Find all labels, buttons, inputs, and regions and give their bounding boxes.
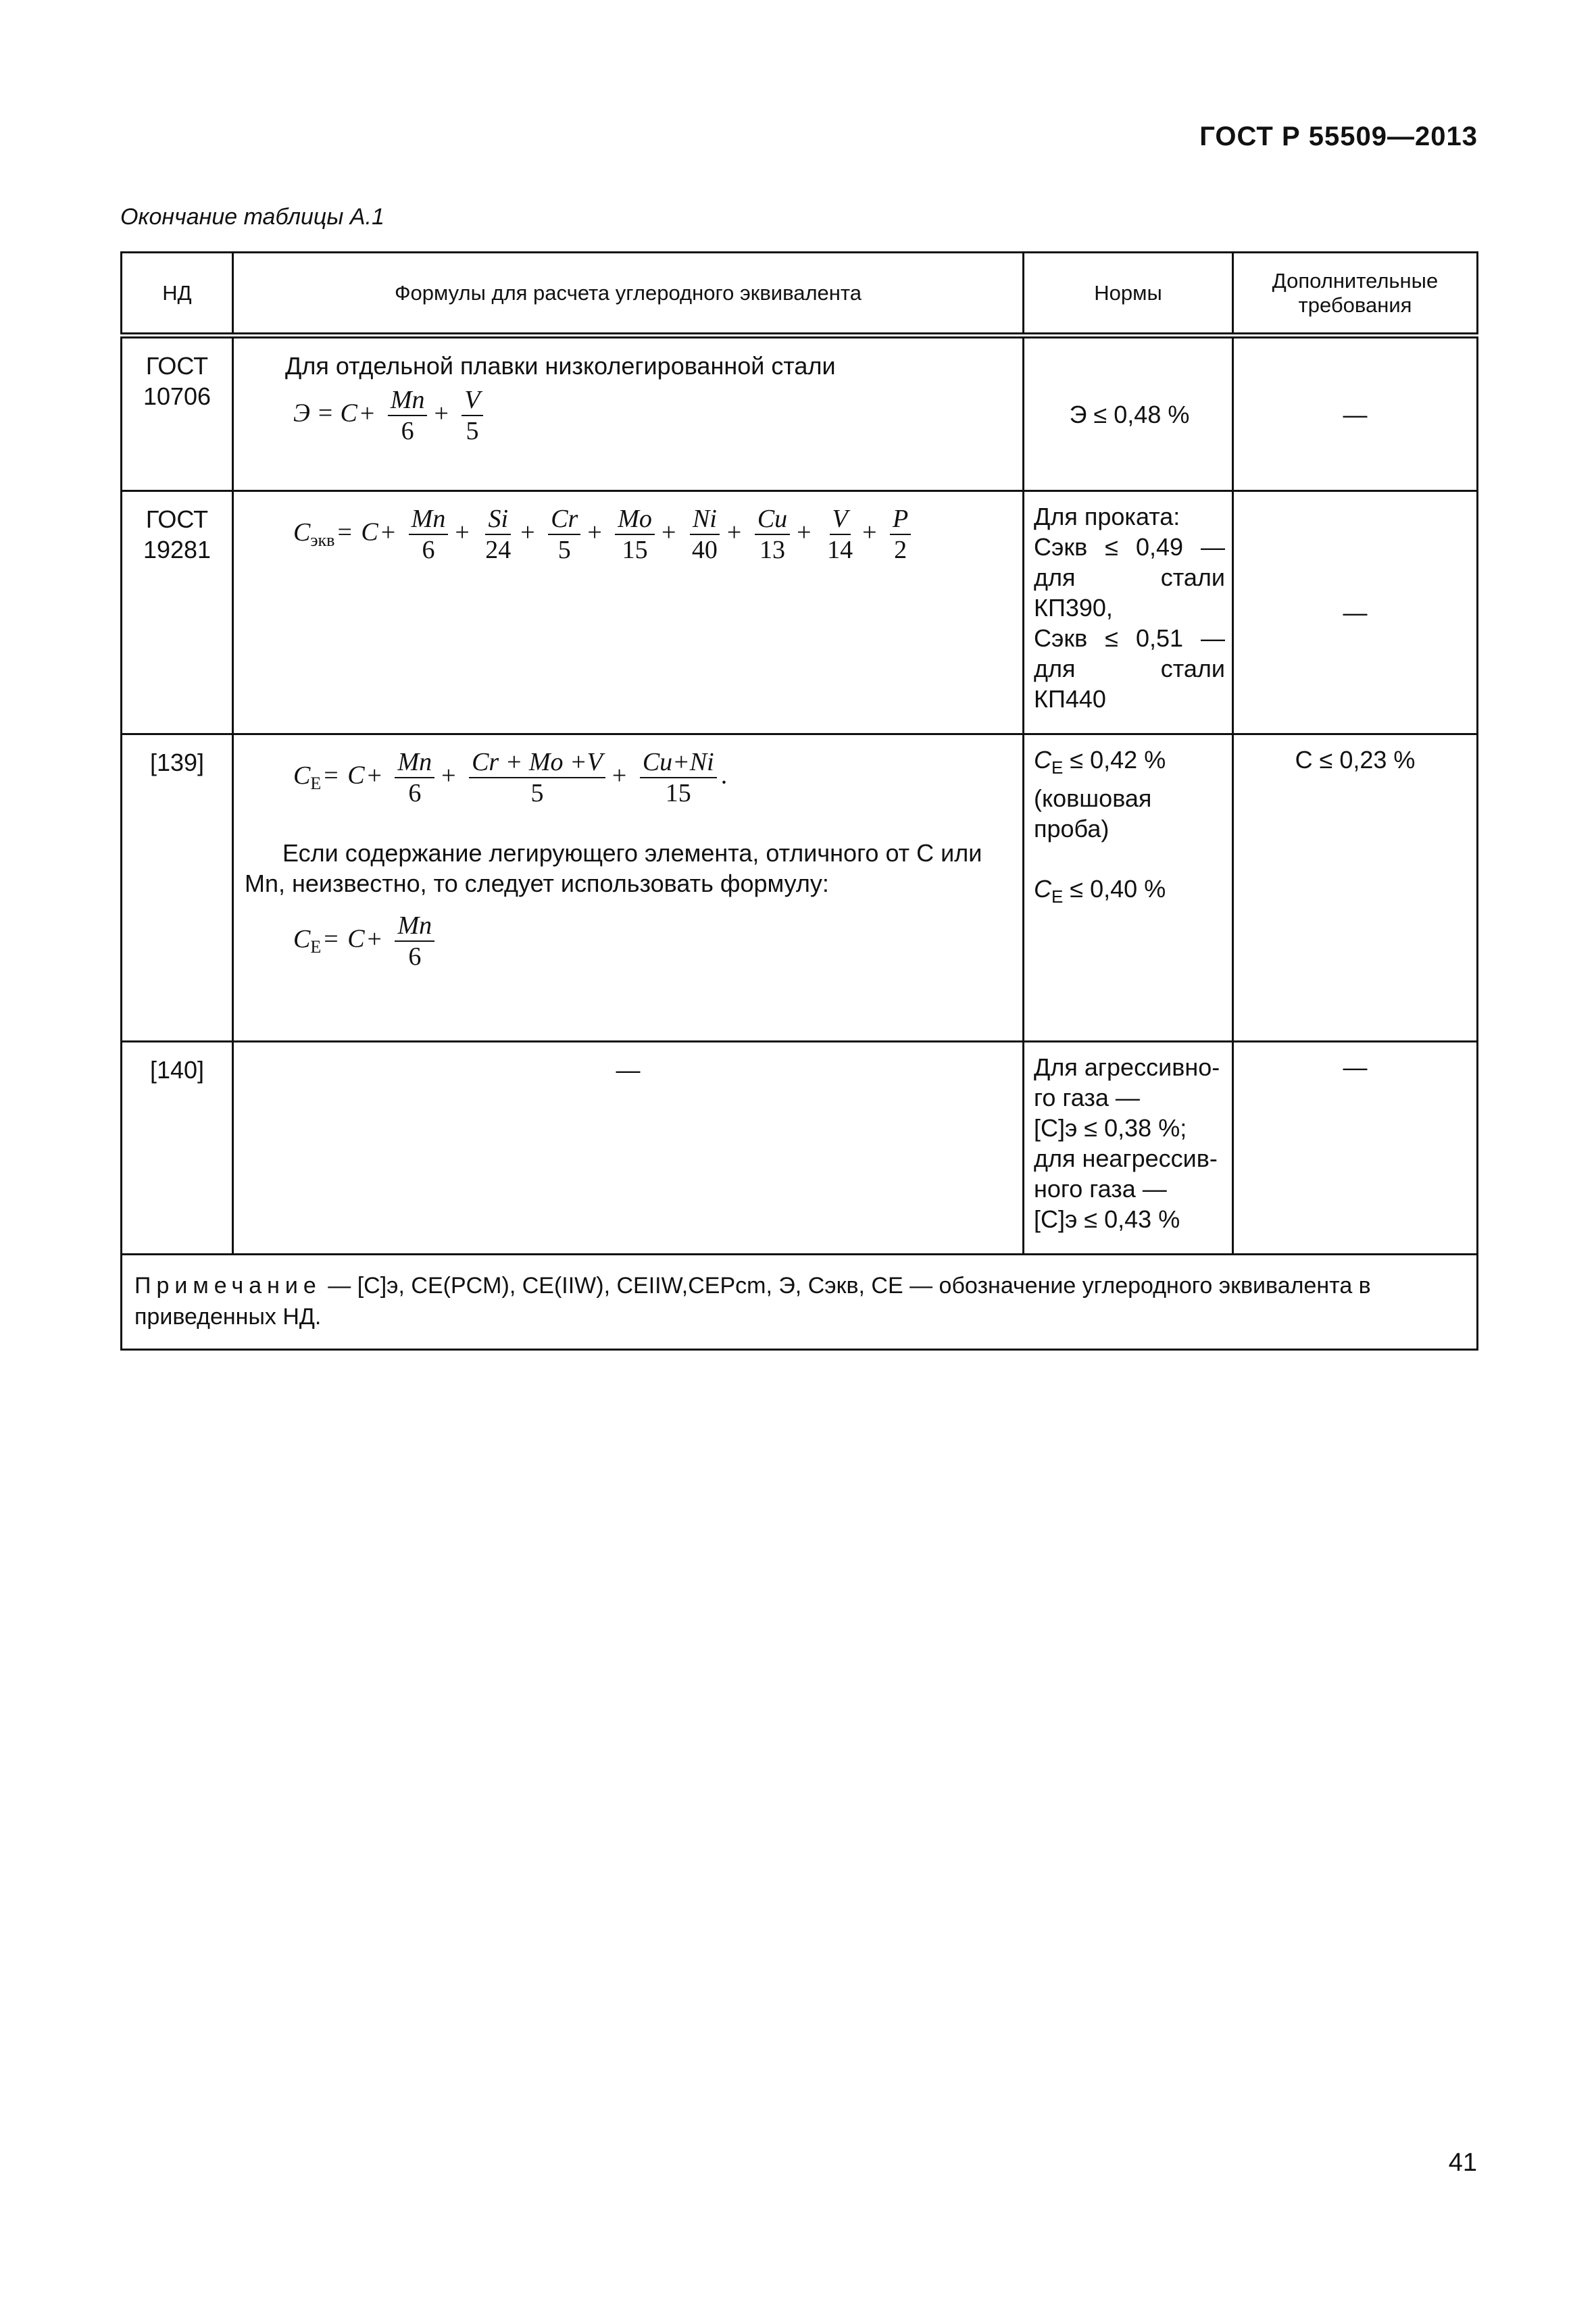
fraction: $\frac{Cu}{13}$: [755, 504, 790, 565]
note-text: — [C]э, CE(PCM), CE(IIW), CEIIW,CEPcm, Э, Cэкв, CE — обозначение углеродного эквивалента в приведенных НД.: [134, 1273, 1371, 1330]
fraction: $\frac{Si}{24}$: [485, 505, 512, 564]
nd-cell: ГОСТ 19281: [122, 491, 233, 734]
formula-explanation: Если содержание легирующего элемента, отличного от С или Mn, неизвестно, то следует использовать формулу:: [245, 839, 982, 897]
fraction: $\frac{P}{2}$: [890, 504, 911, 565]
table-row: [122, 1042, 1478, 1255]
fraction: $\frac{Ni}{40}$: [689, 504, 720, 565]
fraction: $\frac{Mn}{6}$: [395, 747, 434, 808]
nd-cell: [139]: [122, 734, 233, 1042]
column-header-formulas: Формулы для расчета углеродного эквивалента: [233, 253, 1024, 336]
fraction: $\frac{Mn}{6}$: [409, 504, 449, 565]
formula-lhs: $C_{экв}$: [293, 518, 335, 550]
formula-cell: [233, 491, 1024, 734]
nd-cell: [140]: [122, 1042, 233, 1255]
extra-cell: —: [1233, 336, 1478, 491]
extra-cell: —: [1233, 491, 1478, 734]
fraction: $\frac{V}{14}$: [827, 505, 853, 564]
formula-cell: [233, 336, 1024, 491]
formula-lhs: Э =: [293, 399, 334, 428]
norm-cell: Э ≤ 0,48 %: [1024, 336, 1233, 491]
table-header-row: [122, 253, 1478, 336]
formula: Э = C + $\frac{Mn}{6}$ + $\frac{V}{5}$: [285, 385, 1012, 446]
fraction: $\frac{Mn}{6}$: [388, 385, 428, 446]
formula-cell: [233, 734, 1024, 1042]
fraction: $\frac{Mo}{15}$: [615, 504, 655, 565]
table-row: [122, 491, 1478, 734]
fraction: $\frac{V}{5}$: [462, 385, 482, 446]
note-label: Примечание: [134, 1273, 322, 1299]
fraction: $\frac{Mn}{6}$: [395, 911, 434, 972]
formula-table: [120, 251, 1478, 1351]
formula: $C_{экв} = C$ + $\frac{Mn}{6}$ + $\frac{Si}{24}$ + $\frac{Cr}{5}$ + $\frac{Mo}{15}$ + $\frac{Ni}{40}$ + $\frac{Cu}{13}$ + $\frac{V}{14}$ + $\frac{P}{2}$: [293, 504, 1012, 565]
column-header-norms: Нормы: [1024, 253, 1233, 336]
formula: $C_E = C$ + $\frac{Mn}{6}$ + $\frac{Cr + Mo +V}{5}$ + $\frac{Cu+Ni}{15}$ .: [293, 748, 728, 807]
note-row: [122, 1255, 1478, 1350]
column-header-extra: Дополнительные требования: [1233, 253, 1478, 336]
nd-cell: ГОСТ 10706: [122, 336, 233, 491]
formula-term: C: [340, 399, 357, 428]
column-header-nd: НД: [122, 253, 233, 336]
norm-cell: $C_E \le 0,42$ % (ковшовая проба) $C_E \le 0,40$ %: [1024, 734, 1233, 1042]
table-row: [122, 336, 1478, 491]
formula: $C_E = C$ + $\frac{Mn}{6}$: [245, 911, 1012, 972]
table-caption: Окончание таблицы А.1: [120, 204, 384, 230]
extra-cell: —: [1233, 1042, 1478, 1255]
extra-cell: C ≤ 0,23 %: [1233, 734, 1478, 1042]
fraction: $\frac{Cu+Ni}{15}$: [640, 747, 717, 808]
table-note: [122, 1255, 1478, 1350]
fraction: $\frac{Cr + Mo +V}{5}$: [469, 747, 605, 808]
formula-cell: —: [233, 1042, 1024, 1255]
document-code: ГОСТ Р 55509—2013: [1199, 122, 1478, 151]
fraction: $\frac{Cr}{5}$: [548, 504, 580, 565]
table-row: [122, 734, 1478, 1042]
formula-intro: Для отдельной плавки низколегированной стали: [285, 352, 836, 380]
norm-cell: Для проката: Cэкв ≤ 0,49 — для стали КП390, Cэкв ≤ 0,51 — для стали КП440: [1024, 491, 1233, 734]
page-number: 41: [1448, 2148, 1477, 2177]
norm-cell: Для агрессивно- го газа — [C]э ≤ 0,38 %; для неагрессив- ного газа — [C]э ≤ 0,43 %: [1024, 1042, 1233, 1255]
